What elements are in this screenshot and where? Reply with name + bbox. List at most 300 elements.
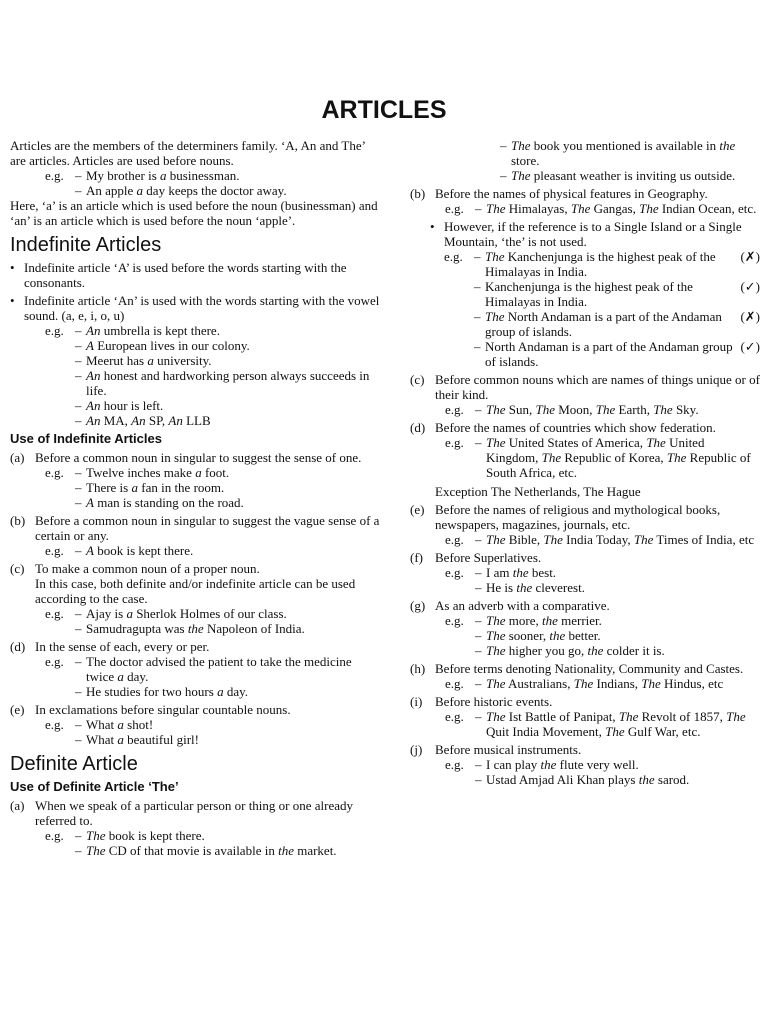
example-list xyxy=(45,828,382,858)
example-body: The Ist Battle of Panipat, The Revolt of 1857, The Quit India Movement, The Gulf War, etc. xyxy=(486,709,746,739)
example-body: I can play the flute very well. xyxy=(486,757,639,772)
example-dash: – xyxy=(475,402,482,417)
example-text xyxy=(500,138,760,168)
list-item xyxy=(410,186,760,216)
example-dash: – xyxy=(75,732,82,747)
item-label: (j) xyxy=(410,742,423,757)
example-text xyxy=(475,643,760,658)
example-eg xyxy=(45,684,75,699)
example-body: The more, the merrier. xyxy=(486,613,602,628)
example-body: An hour is left. xyxy=(86,398,164,413)
item-body xyxy=(435,372,760,417)
example-mark: (✓) xyxy=(740,339,760,354)
item-label: (i) xyxy=(410,694,423,709)
example-eg xyxy=(45,398,75,413)
example-body: Ustad Amjad Ali Khan plays the sarod. xyxy=(486,772,690,787)
example-text xyxy=(75,465,382,480)
example-dash: – xyxy=(75,465,82,480)
example-text xyxy=(75,543,382,558)
item-body xyxy=(435,661,760,691)
item-label: (b) xyxy=(10,513,26,528)
example-eg: e.g. xyxy=(45,606,64,621)
bullet-body xyxy=(24,293,382,323)
list-item xyxy=(10,798,382,858)
example-eg: e.g. xyxy=(45,168,64,183)
example-text xyxy=(475,580,760,595)
item-body xyxy=(435,742,760,787)
list-item xyxy=(410,420,760,499)
item-label: (e) xyxy=(10,702,25,717)
example-dash: – xyxy=(75,543,82,558)
example-text xyxy=(75,843,382,858)
example-body: What a beautiful girl! xyxy=(86,732,199,747)
example-text xyxy=(75,621,382,636)
example-body: An honest and hardworking person always succeeds in life. xyxy=(86,368,370,398)
example xyxy=(45,338,382,353)
item-body xyxy=(35,702,382,747)
bullet-text: However, if the reference is to a Single Island or a Single Mountain, ‘the’ is not used. xyxy=(444,219,742,249)
item-label: (d) xyxy=(410,420,426,435)
example-dash: – xyxy=(75,398,82,413)
example-dash: – xyxy=(475,580,482,595)
example xyxy=(445,643,760,658)
example-text xyxy=(75,323,382,338)
example xyxy=(445,628,760,643)
exception-note: Exception The Netherlands, The Hague xyxy=(435,484,641,499)
item-text: In the sense of each, every or per. xyxy=(35,639,210,654)
example-dash: – xyxy=(475,613,482,628)
example-body: An apple a day keeps the doctor away. xyxy=(86,183,287,198)
bullet-mark: • xyxy=(10,260,15,275)
example-dash: – xyxy=(475,772,482,787)
example xyxy=(45,398,382,413)
example-dash: – xyxy=(474,309,481,324)
example-dash: – xyxy=(475,565,482,580)
example-body: The CD of that movie is available in the market. xyxy=(86,843,337,858)
example-eg: e.g. xyxy=(45,828,64,843)
example-text xyxy=(475,709,760,739)
example-dash: – xyxy=(75,368,82,383)
list-item xyxy=(410,598,760,658)
item-text: As an adverb with a comparative. xyxy=(435,598,610,613)
list-item xyxy=(10,561,382,636)
example-eg xyxy=(45,353,75,368)
example-text xyxy=(475,402,760,417)
example-dash: – xyxy=(475,435,482,450)
example-text xyxy=(474,279,738,309)
example-list xyxy=(445,402,760,417)
example-body: My brother is a businessman. xyxy=(86,168,240,183)
example-text xyxy=(75,606,382,621)
example xyxy=(45,717,382,732)
list-item xyxy=(410,694,760,739)
example xyxy=(445,757,760,772)
example-dash: – xyxy=(475,532,482,547)
bullet-item xyxy=(10,260,382,290)
example-dash: – xyxy=(475,709,482,724)
example xyxy=(444,279,760,309)
example-body: The pleasant weather is inviting us outside. xyxy=(511,168,736,183)
example-body: A book is kept there. xyxy=(86,543,194,558)
example-text xyxy=(75,413,382,428)
example xyxy=(45,684,382,699)
example-dash: – xyxy=(75,183,82,198)
example-eg xyxy=(45,183,75,198)
example-text xyxy=(474,249,738,279)
example xyxy=(45,183,382,198)
item-text: Before Superlatives. xyxy=(435,550,542,565)
item-body xyxy=(435,550,760,595)
example-list xyxy=(470,138,760,183)
section-heading: Definite Article xyxy=(10,753,138,775)
example xyxy=(445,772,760,787)
example xyxy=(45,480,382,495)
item-body xyxy=(435,420,760,499)
example xyxy=(445,402,760,417)
item-label: (e) xyxy=(410,502,425,517)
example-body: The Himalayas, The Gangas, The Indian Ocean, etc. xyxy=(486,201,757,216)
item-label: (c) xyxy=(10,561,25,576)
example-text xyxy=(475,435,760,480)
bullet-item xyxy=(10,293,382,323)
example-body: Meerut has a university. xyxy=(86,353,212,368)
example-body: The higher you go, the colder it is. xyxy=(486,643,665,658)
example-list xyxy=(445,565,760,595)
example-list xyxy=(45,654,382,699)
example-dash: – xyxy=(474,279,481,294)
example xyxy=(445,532,760,547)
example-body: A man is standing on the road. xyxy=(86,495,244,510)
example-body: The Kanchenjunga is the highest peak of the Himalayas in India. xyxy=(485,249,716,279)
example-eg: e.g. xyxy=(444,249,463,264)
item-text: To make a common noun of a proper noun. xyxy=(35,561,260,576)
example xyxy=(445,676,760,691)
example-text xyxy=(475,532,760,547)
example-text xyxy=(75,684,382,699)
example xyxy=(445,565,760,580)
item-text: Before the names of religious and mythological books, newspapers, magazines, journals, etc. xyxy=(435,502,721,532)
section-heading: Indefinite Articles xyxy=(10,234,162,256)
item-label: (d) xyxy=(10,639,26,654)
example-list xyxy=(45,543,382,558)
example-eg: e.g. xyxy=(45,654,64,669)
example-eg: e.g. xyxy=(45,543,64,558)
example-text xyxy=(475,565,760,580)
example xyxy=(444,309,760,339)
example-dash: – xyxy=(75,717,82,732)
example-eg xyxy=(45,338,75,353)
example-body: There is a fan in the room. xyxy=(86,480,225,495)
example-body: He is the cleverest. xyxy=(486,580,585,595)
paragraph: Here, ‘a’ is an article which is used before the noun (businessman) and ‘an’ is an article which is used before the noun ‘apple’. xyxy=(10,198,378,228)
example-text xyxy=(474,339,738,369)
item-label: (c) xyxy=(410,372,425,387)
example-text xyxy=(75,828,382,843)
item-text: When we speak of a particular person or thing or one already referred to. xyxy=(35,798,354,828)
example xyxy=(445,435,760,480)
example-body: An umbrella is kept there. xyxy=(86,323,220,338)
example-list xyxy=(45,465,382,510)
example-dash: – xyxy=(475,201,482,216)
item-text: Before common nouns which are names of things unique or of their kind. xyxy=(435,372,760,402)
example-list xyxy=(445,532,760,547)
bullet-item xyxy=(430,219,760,369)
example-eg xyxy=(445,772,475,787)
example-dash: – xyxy=(75,353,82,368)
example-text xyxy=(75,717,382,732)
example-dash: – xyxy=(475,643,482,658)
example xyxy=(45,368,382,398)
example-eg: e.g. xyxy=(45,465,64,480)
bullet-mark: • xyxy=(430,219,435,234)
item-body xyxy=(35,639,382,699)
example xyxy=(45,654,382,684)
item-text: In exclamations before singular countable nouns. xyxy=(35,702,291,717)
example-text xyxy=(75,398,382,413)
example-text xyxy=(75,654,382,684)
example-list xyxy=(45,717,382,747)
example-eg xyxy=(45,413,75,428)
example-body: He studies for two hours a day. xyxy=(86,684,249,699)
example xyxy=(45,606,382,621)
example-list xyxy=(444,249,760,369)
example-eg xyxy=(45,480,75,495)
paragraph: Articles are the members of the determiners family. ‘A, An and The’ are articles. Articles are used before nouns. xyxy=(10,138,365,168)
list-item xyxy=(410,550,760,595)
item-body xyxy=(435,502,760,547)
example-list xyxy=(45,168,382,198)
example-body: The Sun, The Moon, The Earth, The Sky. xyxy=(486,402,699,417)
example-eg xyxy=(444,339,474,369)
example-dash: – xyxy=(75,495,82,510)
example xyxy=(45,495,382,510)
item-body xyxy=(35,798,382,858)
example-dash: – xyxy=(475,757,482,772)
example-dash: – xyxy=(75,413,82,428)
example xyxy=(45,465,382,480)
example-text xyxy=(75,168,382,183)
item-text: Before the names of countries which show federation. xyxy=(435,420,716,435)
example-dash: – xyxy=(475,628,482,643)
example-text xyxy=(75,183,382,198)
example-text xyxy=(75,338,382,353)
subsection-heading: Use of Indefinite Articles xyxy=(10,431,162,446)
example-eg: e.g. xyxy=(445,676,464,691)
example xyxy=(445,201,760,216)
example-dash: – xyxy=(75,621,82,636)
example-list xyxy=(445,613,760,658)
item-body xyxy=(435,186,760,216)
example-eg xyxy=(45,843,75,858)
example-body: I am the best. xyxy=(486,565,557,580)
example-body: North Andaman is a part of the Andaman group of islands. xyxy=(485,339,733,369)
example-eg: e.g. xyxy=(445,613,464,628)
example-eg xyxy=(445,628,475,643)
item-text: Before terms denoting Nationality, Community and Castes. xyxy=(435,661,744,676)
example xyxy=(45,168,382,183)
item-label: (f) xyxy=(410,550,423,565)
example-list xyxy=(445,201,760,216)
example-dash: – xyxy=(75,843,82,858)
example-body: The Australians, The Indians, The Hindus, etc xyxy=(486,676,724,691)
example-list xyxy=(445,709,760,739)
item-text: Before a common noun in singular to suggest the sense of one. xyxy=(35,450,362,465)
example xyxy=(45,843,382,858)
item-text: Before the names of physical features in Geography. xyxy=(435,186,708,201)
list-item xyxy=(410,661,760,691)
example-eg xyxy=(445,580,475,595)
example-eg: e.g. xyxy=(445,565,464,580)
list-item xyxy=(10,639,382,699)
example-body: The North Andaman is a part of the Andaman group of islands. xyxy=(485,309,722,339)
example-body: Samudragupta was the Napoleon of India. xyxy=(86,621,305,636)
example xyxy=(45,621,382,636)
list-item xyxy=(10,450,382,510)
item-text: Before historic events. xyxy=(435,694,553,709)
example xyxy=(45,413,382,428)
item-body xyxy=(35,450,382,510)
example-dash: – xyxy=(474,249,481,264)
example-dash: – xyxy=(75,684,82,699)
example-text xyxy=(75,353,382,368)
example xyxy=(445,613,760,628)
example-list xyxy=(445,435,760,480)
example-text xyxy=(500,168,760,183)
example-mark: (✗) xyxy=(740,309,760,324)
bullet-body xyxy=(24,260,382,290)
example-text xyxy=(475,201,760,216)
example-eg xyxy=(444,309,474,339)
item-label: (a) xyxy=(10,798,25,813)
example xyxy=(45,353,382,368)
example-body: What a shot! xyxy=(86,717,154,732)
example-body: Twelve inches make a foot. xyxy=(86,465,230,480)
list-item xyxy=(410,742,760,787)
example-eg xyxy=(45,621,75,636)
item-text: Before musical instruments. xyxy=(435,742,582,757)
example-eg: e.g. xyxy=(445,757,464,772)
example-body: Ajay is a Sherlok Holmes of our class. xyxy=(86,606,287,621)
example-text xyxy=(75,732,382,747)
item-note: In this case, both definite and/or indefinite article can be used according to the case. xyxy=(35,576,356,606)
example-mark: (✗) xyxy=(740,249,760,264)
list-item xyxy=(10,513,382,558)
bullet-body xyxy=(444,219,760,369)
example-text xyxy=(475,628,760,643)
example-text xyxy=(475,772,760,787)
page-title: ARTICLES xyxy=(321,96,447,124)
subsection-heading: Use of Definite Article ‘The’ xyxy=(10,779,179,794)
example xyxy=(470,138,760,168)
bullet-text: Indefinite article ‘A’ is used before the words starting with the consonants. xyxy=(24,260,347,290)
example-dash: – xyxy=(500,138,507,153)
example-list xyxy=(445,757,760,787)
item-label: (g) xyxy=(410,598,426,613)
example xyxy=(45,828,382,843)
item-label: (h) xyxy=(410,661,426,676)
item-body xyxy=(435,694,760,739)
example xyxy=(45,323,382,338)
example-eg: e.g. xyxy=(445,709,464,724)
example-text xyxy=(75,495,382,510)
example-list xyxy=(445,676,760,691)
example-eg xyxy=(45,732,75,747)
example-list xyxy=(45,323,382,428)
item-body xyxy=(35,513,382,558)
bullet-text: Indefinite article ‘An’ is used with the words starting with the vowel sound. (a, e, i, o, u) xyxy=(24,293,380,323)
right-column xyxy=(410,138,760,787)
example-eg: e.g. xyxy=(445,402,464,417)
example xyxy=(470,168,760,183)
example-body: The doctor advised the patient to take the medicine twice a day. xyxy=(86,654,352,684)
example-mark: (✓) xyxy=(740,279,760,294)
example-eg: e.g. xyxy=(445,532,464,547)
item-label: (a) xyxy=(10,450,25,465)
example-eg xyxy=(445,643,475,658)
example-dash: – xyxy=(474,339,481,354)
example-eg xyxy=(45,495,75,510)
list-item xyxy=(10,702,382,747)
example-eg xyxy=(470,138,500,168)
example-body: Kanchenjunga is the highest peak of the Himalayas in India. xyxy=(485,279,693,309)
example xyxy=(45,732,382,747)
item-body xyxy=(35,561,382,636)
example-dash: – xyxy=(475,676,482,691)
example-dash: – xyxy=(75,323,82,338)
example xyxy=(444,339,760,369)
example-text xyxy=(475,757,760,772)
example-eg: e.g. xyxy=(45,717,64,732)
example-text xyxy=(75,480,382,495)
example-text xyxy=(75,368,382,398)
example-eg: e.g. xyxy=(445,201,464,216)
example-body: The United States of America, The United Kingdom, The Republic of Korea, The Republic of South Africa, etc. xyxy=(486,435,751,480)
item-body xyxy=(435,598,760,658)
example xyxy=(445,580,760,595)
left-column xyxy=(10,138,382,858)
example-eg xyxy=(470,168,500,183)
example-body: The sooner, the better. xyxy=(486,628,601,643)
example-eg xyxy=(45,368,75,398)
example-list xyxy=(45,606,382,636)
example xyxy=(45,543,382,558)
example-body: The Bible, The India Today, The Times of India, etc xyxy=(486,532,755,547)
example-text xyxy=(474,309,738,339)
item-label: (b) xyxy=(410,186,426,201)
item-text: Before a common noun in singular to suggest the vague sense of a certain or any. xyxy=(35,513,380,543)
example-dash: – xyxy=(75,828,82,843)
example-body: The book you mentioned is available in the store. xyxy=(511,138,736,168)
list-item xyxy=(410,502,760,547)
example-dash: – xyxy=(75,338,82,353)
example-body: A European lives in our colony. xyxy=(86,338,250,353)
example-dash: – xyxy=(75,168,82,183)
bullet-mark: • xyxy=(10,293,15,308)
example xyxy=(444,249,760,279)
example xyxy=(445,709,760,739)
example-eg: e.g. xyxy=(445,435,464,450)
example-dash: – xyxy=(75,654,82,669)
example-eg: e.g. xyxy=(45,323,64,338)
example-body: An MA, An SP, An LLB xyxy=(86,413,211,428)
example-eg xyxy=(444,279,474,309)
example-text xyxy=(475,676,760,691)
list-item xyxy=(410,372,760,417)
example-text xyxy=(475,613,760,628)
example-dash: – xyxy=(500,168,507,183)
example-dash: – xyxy=(75,480,82,495)
example-body: The book is kept there. xyxy=(86,828,205,843)
